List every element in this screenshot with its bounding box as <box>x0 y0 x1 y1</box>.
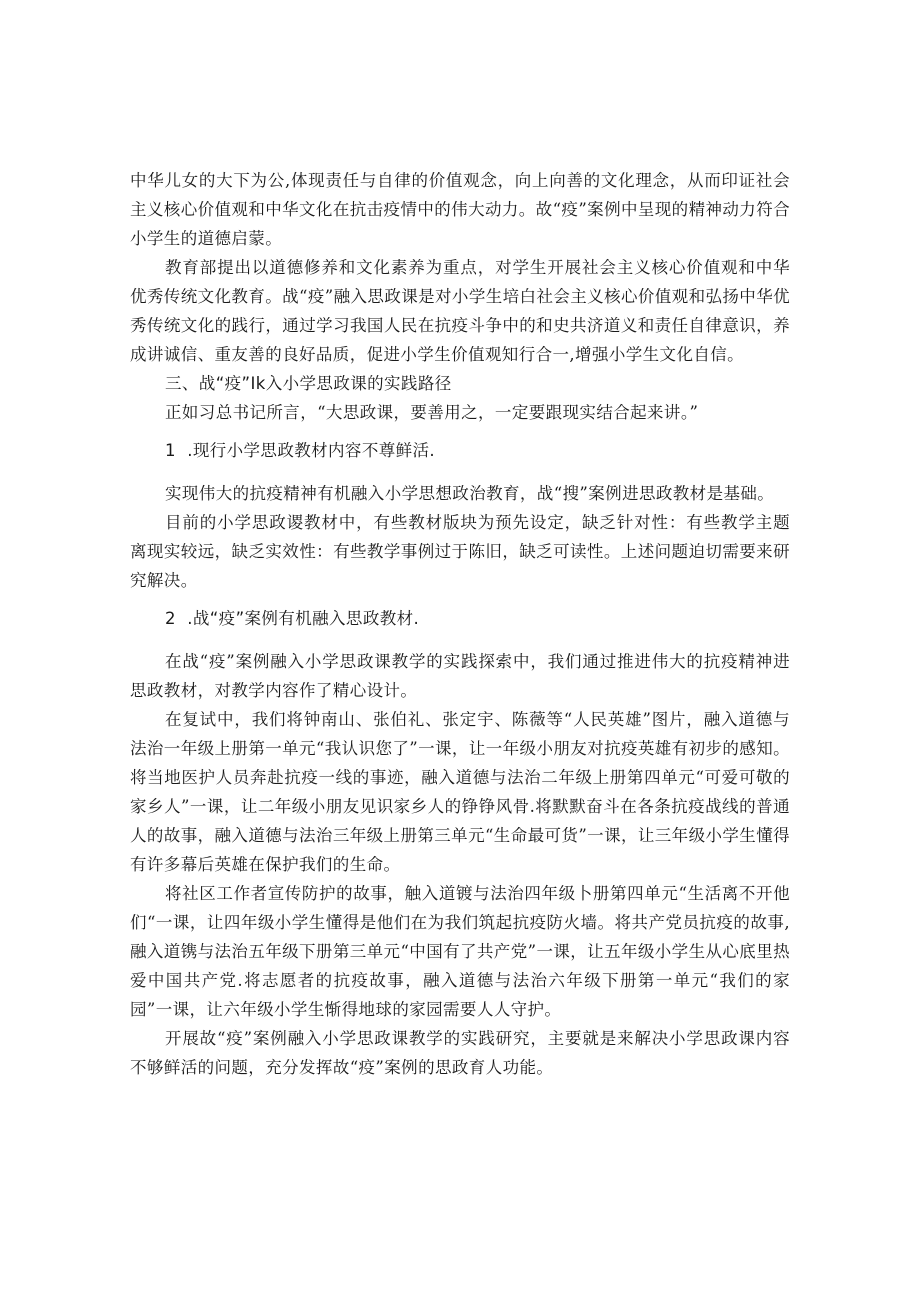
paragraph-community: 将社区工作者宣传防护的故事，触入道镀与法治四年级卜册第四单元“生活离不开他们“一课，让四年级小学生懂得是他们在为我们筑起抗疫防火墙。将共产党员抗疫的故事,融入道镌与法治五年级下册第三单元“中国有了共产党”一课，让五年级小学生从心底里热爱中国共产党.将志愿者的抗疫故事，融入道德与法治六年级下册第一单元“我们的家园”一课，让六年级小学生惭得地球的家园需要人人守护。 <box>130 884 790 1019</box>
subheading-2: 2 .战“疫”案例有机融入思政教材. <box>165 609 420 628</box>
spacer <box>130 465 790 479</box>
spacer <box>130 633 790 647</box>
paragraph-practice: 在战“疫”案例融入小学思政课教学的实践探索中，我们通过推进伟大的抗疫精神进思政教材，对教学内容作了精心设计。 <box>130 652 790 700</box>
section-heading-3: 三、战“疫”Ik入小学思政课的实践路径 <box>165 374 452 393</box>
subheading-1: 1 .现行小学思政教材内容不尊鲜活. <box>165 441 436 460</box>
paragraph-ministry-education: 教育部提出以道德修养和文化素养为重点，对学生开展社会主义核心价值观和中华优秀传统文化教育。战“疫”融入思政课是对小学生培白社会主义核心价值观和弘扬中华优秀传统文化的践行，通过学习我国人民在抗疫斗争中的和史共济道义和责任自律意识，养成讲诚信、重友善的良好品质，促进小学生价值观知行合一,增强小学生文化自信。 <box>130 258 790 364</box>
paragraph-heroes: 在复试中，我们将钟南山、张伯礼、张定宇、陈薇等“人民英雄”图片，融入道德与法治一年级上册第一单元“我认识您了”一课，让一年级小朋友对抗疫英雄有初步的感知。将当地医护人员奔赴抗疫一线的事迹，融入道德与法治二年级上册第四单元“可爱可敬的家乡人”一课，让二年级小朋友见识家乡人的铮铮风骨.将默默奋斗在各条抗疫战线的普通人的故事，融入道德与法治三年级上册第三单元“生命最可货”一课，让三年级小学生懂得有许多幕后英雄在保护我们的生命。 <box>130 710 790 874</box>
paragraph-conclusion: 开展故“疫”案例融入小学思政课教学的实践研究，主要就是来解决小学思政课内容不够鲜活的问题，充分发挥故“疫”案例的思政育人功能。 <box>130 1029 790 1077</box>
document-page <box>130 166 790 1082</box>
spacer <box>130 427 790 436</box>
paragraph-foundation: 实现伟大的抗疫精神有机融入小学思想政治教育，战“搜”案例进思政教材是基础。 <box>165 484 775 503</box>
paragraph-continuation: 中华儿女的大下为公,体现责任与自律的价值观念，向上向善的文化理念，从而印证社会主义核心价值观和中华文化在抗击疫情中的伟大动力。故“疫”案例中呈现的精神动力符合小学生的道德启蒙。 <box>130 171 790 248</box>
paragraph-current-textbooks: 目前的小学思政谡教材中，有些教材版块为预先设定，缺乏针对性：有些教学主题离现实较远，缺乏实效性：有些教学事例过于陈旧，缺乏可读性。上述问题迫切需要来研究解决。 <box>130 513 790 590</box>
paragraph-quote: 正如习总书记所言，“大思政课，要善用之，一定要跟现实结合起来讲。” <box>165 403 699 422</box>
spacer <box>130 595 790 604</box>
